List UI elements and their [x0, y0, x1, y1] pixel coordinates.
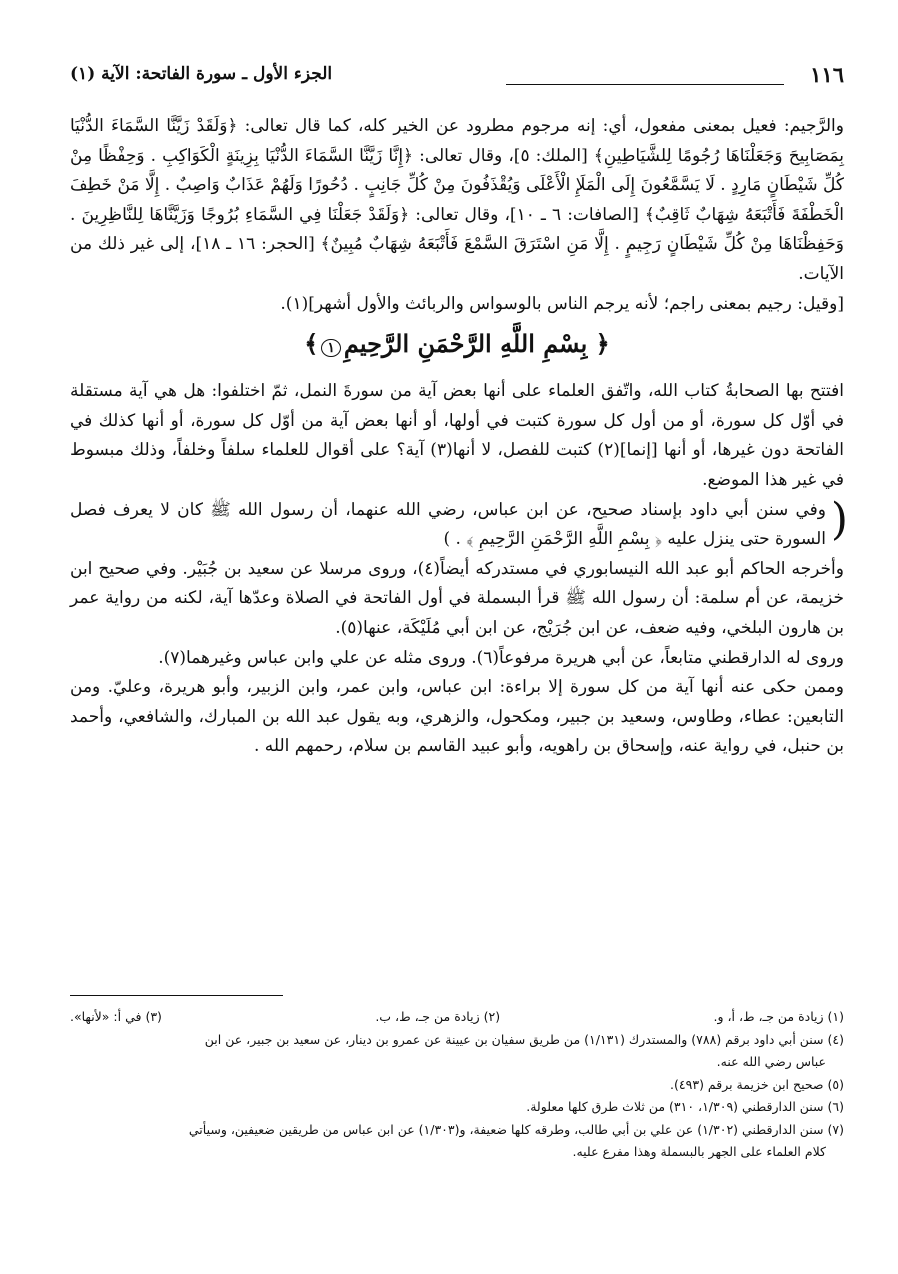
page-number: ١١٦ — [810, 62, 844, 87]
running-title: الجزء الأول ـ سورة الفاتحة: الآية (١) — [70, 64, 333, 84]
paragraph-daraqutni: وروى له الدارقطني متابعاً، عن أبي هريرة مرفوعاً(٦). وروى مثله عن علي وابن عباس وغيرهما(٧). — [158, 647, 844, 668]
footnote-4-cont: عباس رضي الله عنه. — [716, 1054, 826, 1069]
footnote-4: (٤) سنن أبي داود برقم (٧٨٨) والمستدرك (١/١٣١) من طريق سفيان بن عيينة عن عمرو بن دينار، عن سعيد بن جبير، عن ابن — [204, 1031, 844, 1047]
paragraph-abu-dawud — [70, 493, 848, 555]
paragraph-companions: وممن حكى عنه أنها آية من كل سورة إلا براءة: ابن عباس، وابن عمر، وابن الزبير، وأبو هريرة، وعليّ. ومن التابعين: عطاء، وطاوس، وسعيد بن جبير، ومكحول، والزهري، وبه يقول عبد الله بن المبارك، والشافعي، وأحمد بن حنبل، في رواية عنه، وإسحاق بن راهويه، وأبو عبيد القاسم بن سلام، رحمهم الله . — [70, 677, 844, 757]
basmala-close: ﴾ — [304, 329, 319, 359]
footnotes — [70, 1006, 844, 1164]
book-page — [70, 0, 848, 1274]
basmala-heading — [70, 327, 844, 365]
paragraph-rajim: والرَّجيم: فعيل بمعنى مفعول، أي: إنه مرجوم مطرود عن الخير كله، كما قال تعالى: ﴿وَلَقَدْ زَيَّنَّا السَّمَاءَ الدُّنْيَا بِمَصَابِيحَ وَجَعَلْنَاهَا رُجُومًا لِلشَّيَاطِينِ﴾ [الملك: ٥]، وقال تعالى: ﴿إِنَّا زَيَّنَّا السَّمَاءَ الدُّنْيَا بِزِينَةٍ الْكَوَاكِبِ . وَحِفْظًا مِنْ كُلِّ شَيْطَانٍ مَارِدٍ . لَا يَسَّمَّعُونَ إِلَى الْمَلَإِ الْأَعْلَى وَيُقْذَفُونَ مِنْ كُلِّ جَانِبٍ . دُحُورًا وَلَهُمْ عَذَابٌ وَاصِبٌ . إِلَّا مَنْ خَطِفَ الْخَطْفَةَ فَأَتْبَعَهُ شِهَابٌ ثَاقِبٌ﴾ [الصافات: ٦ ـ ١٠]، وقال تعالى: ﴿وَلَقَدْ جَعَلْنَا فِي السَّمَاءِ بُرُوجًا وَزَيَّنَّاهَا لِلنَّاظِرِينَ . وَحَفِظْنَاهَا مِنْ كُلِّ شَيْطَانٍ رَجِيمٍ . إِلَّا مَنِ اسْتَرَقَ السَّمْعَ فَأَتْبَعَهُ شِهَابٌ مُبِينٌ﴾ [الحجر: ١٦ ـ ١٨]، إلى غير ذلك من الآيات. — [70, 116, 845, 284]
footnote-6: (٦) سنن الدارقطني (١/٣٠٩، ٣١٠) من ثلاث طرق كلها معلولة. — [526, 1099, 844, 1114]
footnote-7-cont: كلام العلماء على الجهر بالبسملة وهذا مفرع عليه. — [572, 1144, 826, 1159]
paragraph-hakim: وأخرجه الحاكم أبو عبد الله النيسابوري في مستدركه أيضاً(٤)، وروى مرسلا عن سعيد بن جُبَيْر. وفي صحيح ابن خزيمة، عن أم سلمة: أن رسول الله ﷺ قرأ البسملة في أول الفاتحة في الصلاة وعدّها آية، لكنه من رواية عمر بن هارون البلخي، وفيه ضعف، عن ابن جُرَيْج، عن ابن أبي مُلَيْكَة، عنها(٥). — [70, 558, 844, 638]
footnote-row-1 — [70, 1006, 844, 1029]
header-rule — [506, 84, 784, 85]
footnote-ref-circle: ١ — [321, 339, 341, 357]
abu-dawud-text: وفي سنن أبي داود بإسناد صحيح، عن ابن عباس، رضي الله عنهما، أن رسول الله ﷺ كان لا يعرف فصل السورة حتى ينزل عليه ﴿ بِسْمِ اللَّهِ الرَّحْمَنِ الرَّحِيمِ ﴾ . ) — [70, 499, 826, 550]
main-text — [70, 112, 848, 762]
footnote-3: (٣) في أ: «لأنها». — [70, 1009, 162, 1024]
footnote-1: (١) زيادة من جـ، ط، أ، و. — [713, 1009, 844, 1024]
margin-bracket: ( — [830, 493, 848, 545]
footnote-rule — [70, 995, 283, 996]
page-header — [70, 62, 844, 92]
basmala-text: ﴿ بِسْمِ اللَّهِ الرَّحْمَنِ الرَّحِيمِ — [343, 329, 610, 359]
paragraph-qila: [وقيل: رجيم بمعنى راجم؛ لأنه يرجم الناس بالوسواس والربائث والأول أشهر](١). — [280, 293, 844, 314]
paragraph-iftataha: افتتح بها الصحابةُ كتاب الله، واتّفق العلماء على أنها بعض آية من سورةَ النمل، ثمّ اختلفوا: هل هي آية مستقلة في أوّل كل سورة، أو من أول كل سورة كتبت في أولها، أو أنها بعض آية من أوّل كل سورة، أو أنها كذلك في الفاتحة دون غيرها، أو أنها [إنما](٢) كتبت للفصل، لا أنها(٣) آية؟ على أقوال للعلماء سلفاً وخلفاً، وذلك مبسوط في غير هذا الموضع. — [70, 381, 845, 490]
footnote-2: (٢) زيادة من جـ، ط، ب. — [375, 1009, 501, 1024]
footnote-7: (٧) سنن الدارقطني (١/٣٠٢) عن علي بن أبي طالب، وطرقه كلها ضعيفة، و(١/٣٠٣) عن ابن عباس من طريقين ضعيفين، وسيأتي — [188, 1121, 844, 1137]
footnote-5: (٥) صحيح ابن خزيمة برقم (٤٩٣). — [670, 1076, 844, 1092]
